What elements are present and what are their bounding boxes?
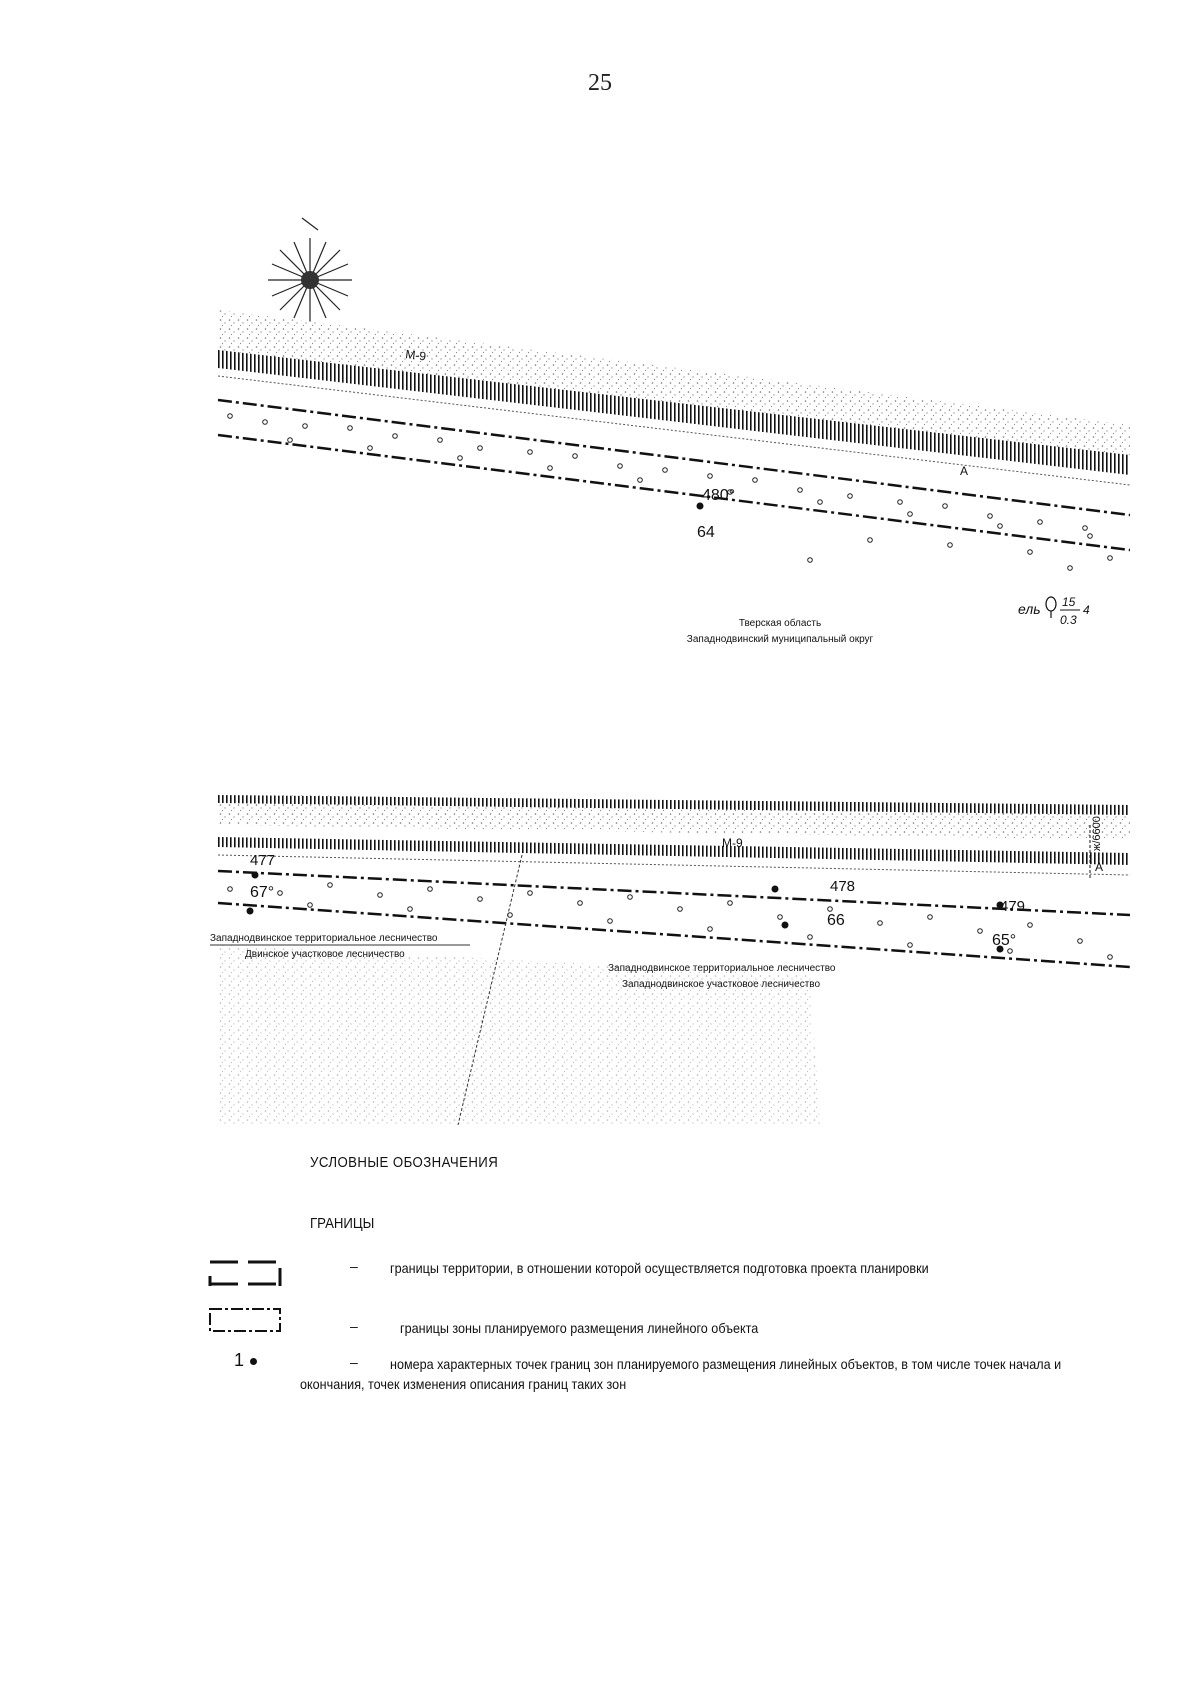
point-number-label: 1 — [234, 1350, 245, 1370]
point-480-label: 480° — [702, 487, 736, 504]
tree-count: 4 — [1083, 603, 1090, 617]
placement-zone-symbol — [200, 1306, 290, 1336]
legend-text: границы зоны планируемого размещения линейного объекта — [400, 1320, 759, 1336]
district-label: Западнодвинский муниципальный округ — [686, 634, 874, 645]
boundary-point-icon — [250, 1358, 257, 1365]
point-478-label: 478 — [830, 878, 856, 895]
road-m9 — [218, 837, 1130, 865]
region-label: Тверская область — [738, 618, 822, 629]
stationing-label: ж/6600 — [1091, 816, 1103, 851]
point-65-label: 65° — [992, 932, 1017, 949]
planning-boundary-line — [218, 871, 1130, 915]
forestry-right-label-1: Западнодвинское территориальное лесничество — [608, 963, 836, 974]
forestry-left-label-2: Двинское участковое лесничество — [245, 949, 405, 960]
forestry-right-label-2: Западнодвинское участковое лесничество — [622, 979, 821, 990]
marker-a: А — [960, 464, 969, 478]
north-arrow-icon — [268, 218, 352, 322]
legend-dash: – — [350, 1258, 358, 1274]
tree-species-label: ель — [1018, 601, 1041, 617]
legend-title: УСЛОВНЫЕ ОБОЗНАЧЕНИЯ — [310, 1154, 499, 1171]
road-label: М-9 — [404, 347, 427, 364]
point-67-label: 67° — [250, 884, 275, 901]
point-479-label: 479 — [1000, 898, 1026, 915]
meadow-symbols — [228, 883, 1113, 960]
point-64-label: 64 — [697, 524, 715, 541]
legend-dash: – — [350, 1354, 358, 1370]
point-477-label: 477 — [250, 852, 276, 869]
point-66-label: 66 — [827, 912, 845, 929]
tree-icon — [1046, 597, 1056, 618]
legend-text: границы территории, в отношении которой осуществляется подготовка проекта планировки — [390, 1260, 929, 1276]
forestry-left-label-1: Западнодвинское территориальное лесничество — [210, 933, 438, 944]
road-label: М-9 — [722, 836, 743, 850]
legend-text: номера характерных точек границ зон планируемого размещения линейных объектов, в том числе точек начала и окончания, точек изменения описания границ таких зон — [300, 1356, 1062, 1392]
map-fragment-top — [210, 210, 1130, 660]
planning-territory-symbol — [200, 1258, 290, 1292]
map-fragment-bottom — [210, 785, 1130, 1125]
marker-a: А — [1095, 860, 1104, 874]
legend-dash: – — [350, 1318, 358, 1334]
tree-height: 0.3 — [1060, 613, 1077, 627]
tree-diameter: 15 — [1062, 595, 1076, 609]
legend-section-heading: ГРАНИЦЫ — [310, 1215, 375, 1232]
page-number: 25 — [588, 70, 612, 96]
